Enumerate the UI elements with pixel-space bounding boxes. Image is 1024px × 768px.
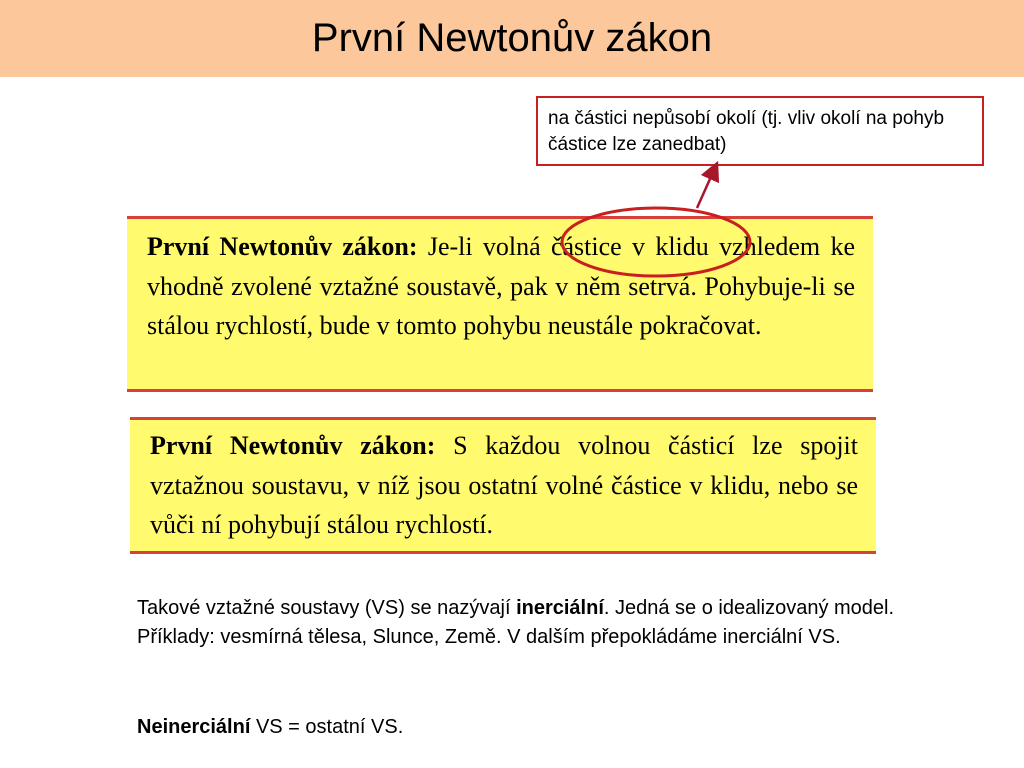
paragraph-bold-term: inerciální (516, 597, 604, 619)
law-box-2 (130, 417, 876, 554)
law-2-text: S každou volnou částicí lze spojit vztažnou soustavu, v níž jsou ostatní volné částice v klidu, nebo se vůči ní pohybují stálou rychlostí. (150, 431, 859, 539)
paragraph-noninertial (137, 713, 897, 742)
annotation-note (536, 96, 984, 166)
slide-title: První Newtonův zákon (311, 16, 713, 60)
title-bar (0, 0, 1024, 77)
law-box-1 (127, 216, 873, 392)
paragraph-text-2: . Jedná se o idealizovaný model. Příklady: vesmírná tělesa, Slunce, Země. V dalším přepokládáme inerciální VS. (137, 597, 895, 648)
paragraph-inertial (137, 594, 897, 652)
annotation-note-text: na částici nepůsobí okolí (tj. vliv okolí na pohyb částice lze zanedbat) (548, 108, 945, 155)
noninertial-bold-term: Neinerciální (137, 716, 251, 738)
noninertial-text: VS = ostatní VS. (250, 716, 404, 738)
law-1-heading: První Newtonův zákon: (147, 232, 418, 261)
law-2-heading: První Newtonův zákon: (150, 431, 436, 460)
annotation-arrow (697, 170, 714, 208)
law-1-text: Je-li volná částice v klidu vzhledem ke vhodně zvolené vztažné soustavě, pak v něm setrvá. Pohybuje-li se stálou rychlostí, bude v tomto pohybu neustále pokračovat. (147, 232, 855, 340)
paragraph-text-1: Takové vztažné soustavy (VS) se nazývají (137, 597, 517, 619)
